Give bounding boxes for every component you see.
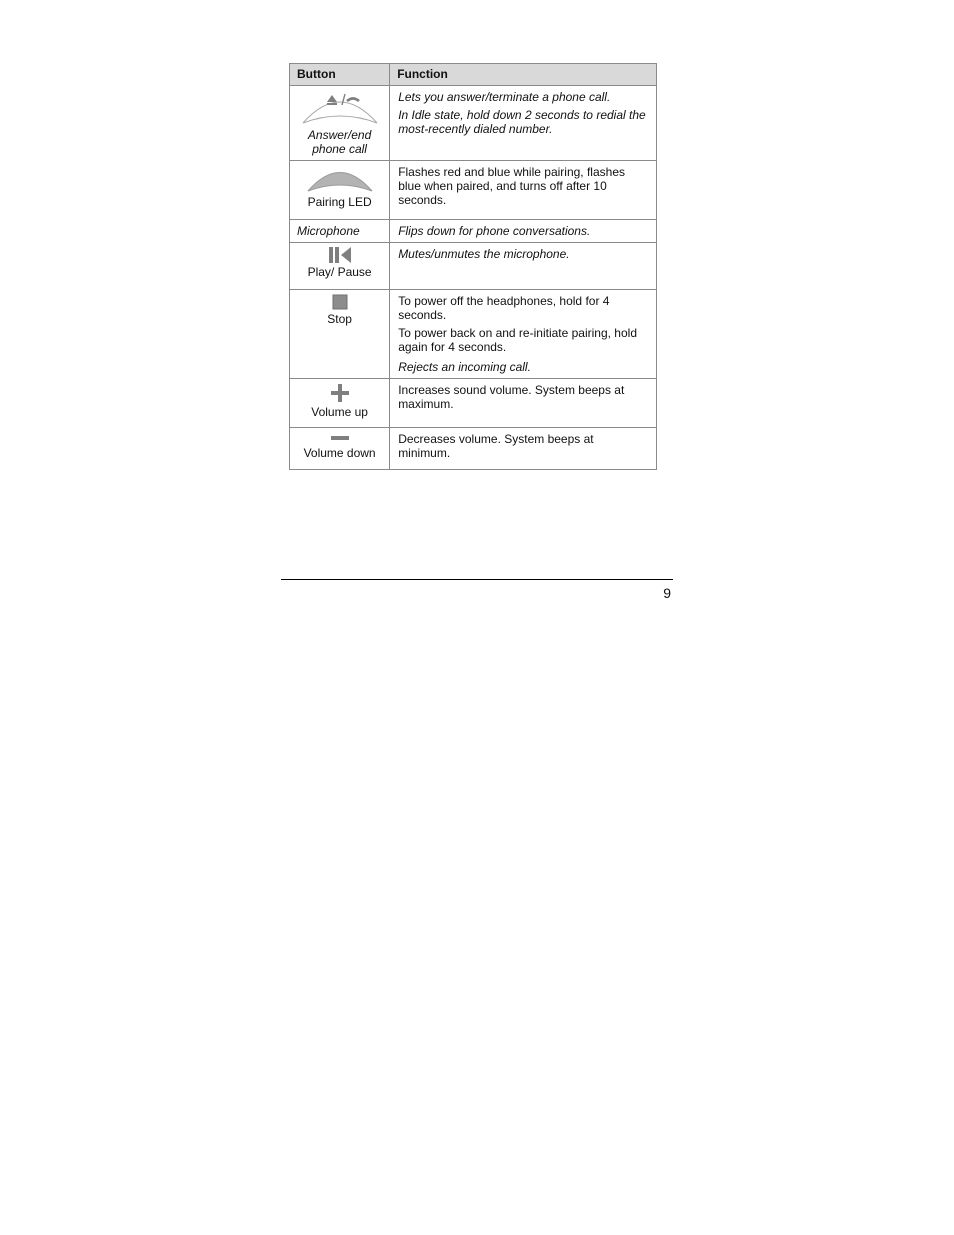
button-cell-play-pause: [290, 243, 390, 290]
function-text: To power off the headphones, hold for 4 seconds.: [398, 294, 610, 322]
function-text: To power back on and re-initiate pairing, hold again for 4 seconds.: [398, 326, 637, 354]
function-text: In Idle state, hold down 2 seconds to redial the most-recently dialed number.: [398, 108, 646, 136]
button-label-answer-end: Answer/end phone call: [307, 128, 372, 156]
function-cell-volume-down: [390, 428, 657, 470]
header-function: Function: [390, 64, 657, 86]
table-row-play-pause: [290, 243, 657, 290]
minus-icon: [329, 431, 351, 445]
function-text: Decreases volume. System beeps at minimum.: [398, 432, 594, 460]
button-cell-pairing-led: [290, 161, 390, 220]
table-row-stop: [290, 290, 657, 379]
table-row-volume-down: [290, 428, 657, 470]
button-cell-answer-end: [290, 86, 390, 161]
play-pause-icon: [327, 246, 353, 264]
table-row-pairing-led: [290, 161, 657, 220]
function-cell-stop: [390, 290, 657, 379]
function-text: Mutes/unmutes the microphone.: [398, 247, 570, 261]
function-text: Flashes red and blue while pairing, flashes blue when paired, and turns off after 10 seconds.: [398, 165, 625, 207]
table-header-row: [290, 64, 657, 86]
function-text: Flips down for phone conversations.: [398, 224, 591, 238]
table-row-volume-up: [290, 379, 657, 428]
button-function-table: [289, 63, 657, 470]
button-label-volume-up: Volume up: [311, 405, 368, 419]
button-label-play-pause: Play/ Pause: [307, 265, 372, 279]
button-label-volume-down: Volume down: [303, 446, 376, 460]
answer-end-call-icon: [300, 89, 380, 127]
table-row-microphone: [290, 220, 657, 243]
button-label-stop: Stop: [327, 312, 352, 326]
header-button: Button: [290, 64, 390, 86]
button-label-pairing-led: Pairing LED: [307, 195, 372, 209]
function-text: Lets you answer/terminate a phone call.: [398, 90, 611, 104]
table-row-answer-end: [290, 86, 657, 161]
pairing-led-icon: [305, 164, 375, 194]
function-text: Increases sound volume. System beeps at maximum.: [398, 383, 625, 411]
function-cell-volume-up: [390, 379, 657, 428]
function-text: Rejects an incoming call.: [398, 360, 531, 374]
button-cell-microphone: [290, 220, 390, 243]
footer-rule: [281, 579, 673, 580]
function-cell-pairing-led: [390, 161, 657, 220]
button-cell-stop: [290, 290, 390, 379]
function-cell-play-pause: [390, 243, 657, 290]
page-number: 9: [663, 585, 671, 601]
stop-icon: [331, 293, 349, 311]
button-cell-volume-down: [290, 428, 390, 470]
button-cell-volume-up: [290, 379, 390, 428]
function-cell-microphone: [390, 220, 657, 243]
plus-icon: [329, 382, 351, 404]
function-cell-answer-end: [390, 86, 657, 161]
button-label-microphone: Microphone: [297, 224, 360, 238]
